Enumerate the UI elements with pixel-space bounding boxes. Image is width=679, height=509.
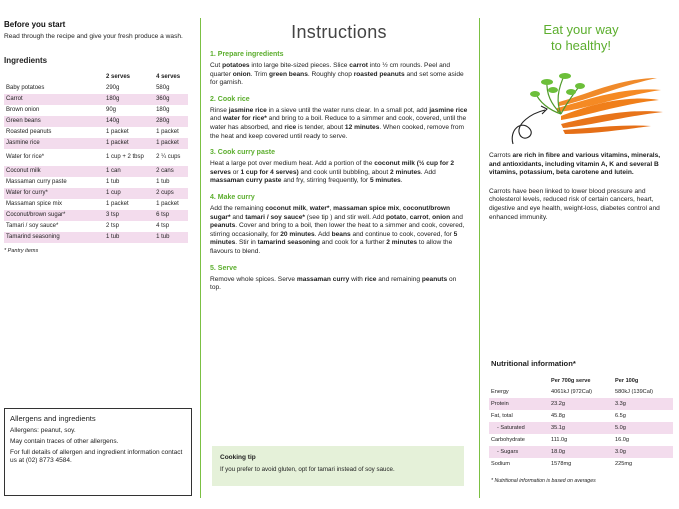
table-cell: 1 can	[104, 166, 154, 177]
table-cell: 180g	[156, 107, 170, 113]
table-cell: Sodium	[491, 461, 510, 467]
bold-text: massaman curry	[296, 275, 350, 283]
table-cell: 280g	[154, 116, 188, 127]
bold-text: massaman curry paste	[210, 177, 282, 185]
table-row	[4, 232, 188, 243]
table-cell: - Saturated	[489, 422, 549, 434]
table-row	[4, 116, 188, 127]
bold-text: jasmine rice	[429, 106, 468, 114]
step-text	[210, 107, 468, 141]
step-4	[210, 194, 468, 257]
table-cell: Jasmine rice	[4, 138, 104, 149]
table-row	[4, 149, 188, 166]
table-cell: 1 packet	[106, 129, 129, 135]
table-cell: 16.0g	[615, 437, 629, 443]
text-segment: on top.	[210, 275, 457, 292]
step-heading: 5. Serve	[210, 264, 237, 272]
bold-text: tamarind seasoning	[257, 239, 320, 247]
header-cell: Per 700g serve	[551, 377, 591, 384]
step-heading: 1. Prepare ingredients	[210, 51, 284, 58]
header-cell	[4, 71, 104, 83]
bold-text: 12 minutes	[344, 123, 380, 131]
allergen-line: Allergens: peanut, soy.	[10, 427, 76, 434]
table-cell: 1 tub	[156, 179, 170, 185]
text-segment: and	[210, 115, 223, 123]
table-row	[4, 177, 188, 188]
table-cell: 3.3g	[613, 398, 673, 410]
step-heading: 3. Cook curry paste	[210, 149, 275, 157]
text-segment: into ½ cm rounds. Peel and quarter	[210, 62, 451, 78]
text-segment: is tender, about	[296, 123, 345, 131]
table-cell: Water for curry*	[4, 188, 104, 199]
header-cell: 2 serves	[106, 73, 131, 80]
bold-text: are rich in fibre and various vitamins, minerals, and antioxidants, including vitamin A, K and several B vitamins, potassium, beta carotene and lutein.	[489, 152, 661, 177]
table-cell: 1 packet	[154, 138, 188, 149]
allergen-line: May contain traces of other allergens.	[10, 438, 119, 445]
table-cell: 1 cup	[104, 188, 154, 199]
table-cell: 580g	[156, 85, 170, 91]
table-row	[489, 422, 673, 434]
table-cell: 360g	[154, 94, 188, 105]
bold-text: coconut milk	[265, 204, 307, 212]
ingredients-title: Ingredients	[4, 55, 48, 65]
bold-text: tamari / soy sauce*	[245, 213, 305, 221]
text-segment: . Stir in	[235, 239, 258, 247]
bold-text: onion	[232, 70, 251, 78]
table-cell: 1 packet	[104, 138, 154, 149]
table-cell: 90g	[106, 107, 117, 113]
bold-text: rice	[284, 123, 297, 131]
text-segment: in a sieve until the water runs clear. In a small pot, add	[266, 106, 430, 114]
text-segment: . When cooked, remove from the heat and keep covered until ready to serve.	[210, 123, 465, 140]
table-row	[4, 105, 188, 116]
table-cell: 1 cup + 2 tbsp	[106, 154, 144, 160]
table-row	[4, 127, 188, 138]
text-segment: Add the remaining	[210, 204, 266, 212]
text-segment: and fry, stirring frequently, for	[281, 177, 370, 185]
text-segment: . Cover and bring to a boil, then lower the heat to a simmer and cook, covered, stirring occasionally, for	[210, 222, 465, 238]
table-cell: Massaman spice mix	[6, 201, 63, 207]
table-cell: 18.0g	[549, 446, 613, 458]
carrot-paragraph	[489, 152, 673, 178]
table-cell: 580kJ (139Cal)	[615, 389, 653, 395]
table-cell: 2 tsp	[106, 223, 120, 229]
tip-text: If you prefer to avoid gluten, opt for tamari instead of soy sauce.	[220, 466, 395, 473]
bold-text: 2 minutes	[386, 239, 418, 247]
table-cell: 6 tsp	[154, 210, 188, 221]
bold-text: carrot	[349, 62, 368, 69]
health-heading-line: to healthy!	[551, 38, 611, 53]
bold-text: onion	[432, 213, 451, 221]
table-cell: Coconut milk	[4, 166, 104, 177]
text-segment: into large bite-sized pieces. Slice	[249, 62, 350, 69]
before-text: Read through the recipe and give your fresh produce a wash.	[4, 33, 183, 40]
step-2	[210, 96, 468, 141]
table-cell: 1 tub	[104, 232, 154, 243]
table-cell: Water for rice*	[6, 154, 45, 160]
text-segment: . Add	[314, 230, 332, 238]
text-segment: . Roughly chop	[307, 70, 354, 78]
bold-text: potatoes	[222, 62, 250, 69]
table-row	[489, 458, 673, 470]
carrot-benefits-paragraph: Carrots have been linked to lower blood pressure and cholesterol levels, reduced risk of certain cancers, heart, digestive and eye health, weight-loss, diabetes control and enhanced immunity.	[489, 187, 660, 221]
cooking-tip-box	[212, 446, 464, 486]
text-segment: and set some aside for garnish.	[210, 70, 464, 87]
bold-text: water*	[309, 204, 330, 212]
text-segment: and bring to a boil. Reduce to a simmer and cook, covered, until the water has absorbed, and	[210, 115, 467, 131]
column-divider	[200, 18, 201, 498]
bold-text: potato	[385, 213, 407, 221]
bold-text: jasmine rice	[228, 106, 267, 114]
table-cell: 35.1g	[549, 422, 613, 434]
header-cell: Per 100g	[615, 377, 639, 384]
ingredients-header-row	[4, 71, 188, 83]
nutrition-title: Nutritional information*	[491, 359, 576, 368]
table-cell: Green beans	[4, 116, 104, 127]
text-segment: and cook for a further	[319, 239, 387, 247]
table-cell: 23.2g	[549, 398, 613, 410]
text-segment: with	[349, 275, 365, 283]
nutrition-header-row	[489, 375, 673, 386]
table-row	[489, 398, 673, 410]
table-row	[4, 210, 188, 221]
table-cell: 2 cans	[154, 166, 188, 177]
bold-text: beans	[331, 230, 351, 238]
table-cell: 290g	[106, 85, 120, 91]
table-cell: 1 packet	[156, 129, 179, 135]
table-cell: 140g	[104, 116, 154, 127]
text-segment: or	[230, 168, 241, 176]
health-heading	[489, 22, 673, 54]
table-cell: Carbohydrate	[491, 437, 525, 443]
text-segment: ,	[399, 204, 403, 212]
table-cell: Roasted peanuts	[6, 129, 52, 135]
table-cell: 1 tub	[106, 179, 120, 185]
table-row	[4, 188, 188, 199]
bold-text: 5 minutes	[210, 230, 458, 247]
text-segment: Cut	[210, 62, 223, 69]
table-cell: Tamari / soy sauce*	[6, 223, 59, 229]
text-segment: and continue to cook, covered, for	[350, 230, 454, 238]
table-row	[4, 138, 188, 149]
bold-text: 20 minutes	[280, 230, 315, 238]
text-segment: Rinse	[210, 106, 229, 114]
table-cell: 3 tsp	[104, 210, 154, 221]
bold-text: 5 minutes	[369, 177, 401, 185]
table-row	[4, 83, 188, 94]
table-cell: Tamarind seasoning	[4, 232, 104, 243]
text-segment: . Add	[420, 168, 436, 176]
table-cell: Baby potatoes	[6, 85, 45, 91]
text-segment: and	[450, 213, 463, 221]
table-cell: Energy	[491, 389, 509, 395]
table-cell: Coconut/brown sugar*	[4, 210, 104, 221]
table-cell: 6.5g	[615, 413, 626, 419]
table-cell: 1 packet	[106, 201, 129, 207]
step-text	[210, 276, 468, 293]
instructions-title: Instructions	[291, 22, 387, 42]
before-title: Before you start	[4, 20, 66, 29]
health-column	[483, 0, 679, 509]
text-segment: and cook until bubbling, about	[298, 168, 391, 176]
table-cell: 4061kJ (972Cal)	[551, 389, 593, 395]
table-row	[489, 446, 673, 458]
table-cell: 2 cups	[154, 188, 188, 199]
table-row	[4, 166, 188, 177]
text-segment: and remaining	[376, 275, 422, 283]
bold-text: roasted peanuts	[353, 70, 405, 78]
bold-text: water for rice*	[222, 115, 267, 123]
step-text	[210, 205, 468, 257]
table-cell: Fat, total	[491, 413, 513, 419]
text-segment: ,	[306, 204, 310, 212]
step-heading: 2. Cook rice	[210, 95, 250, 103]
text-segment: Heat a large pot over medium heat. Add a portion of the	[210, 160, 375, 168]
pantry-note: * Pantry items	[4, 247, 39, 254]
nutrition-note: * Nutritional information is based on averages	[491, 478, 596, 484]
table-cell: Massaman curry paste	[6, 179, 67, 185]
text-segment: and	[230, 213, 246, 221]
table-cell: 1 tub	[154, 232, 188, 243]
bold-text: green beans	[269, 70, 308, 78]
table-cell: 180g	[104, 94, 154, 105]
step-heading: 4. Make curry	[210, 193, 255, 201]
allergen-line: For full details of allergen and ingredient information contact us at (02) 8773 4584.	[10, 449, 183, 464]
ingredients-table	[4, 71, 188, 243]
text-segment: ,	[406, 213, 410, 221]
table-cell: - Sugars	[489, 446, 549, 458]
header-cell: 4 serves	[156, 73, 181, 80]
table-cell: 111.0g	[551, 437, 568, 443]
carrot-illustration	[491, 64, 671, 148]
table-cell: 5.0g	[613, 422, 673, 434]
text-segment: (see tip ) and stir well. Add	[304, 213, 386, 221]
tip-title: Cooking tip	[220, 454, 256, 461]
step-1	[210, 51, 468, 88]
text-segment: .	[400, 177, 403, 185]
bold-text: 1 cup for 4 serves)	[240, 168, 299, 176]
bold-text: peanuts	[210, 222, 236, 230]
table-cell: Carrot	[4, 94, 104, 105]
table-cell: Brown onion	[6, 107, 40, 113]
table-row	[489, 386, 673, 398]
bold-text: coconut/brown sugar*	[210, 204, 451, 221]
bold-text: carrot	[409, 213, 429, 221]
table-cell: 1578mg	[551, 461, 572, 467]
table-cell: 3.0g	[613, 446, 673, 458]
text-segment: Remove whole spices. Serve	[210, 275, 297, 283]
table-cell: 2 ¼ cups	[156, 154, 181, 160]
allergen-box	[4, 408, 192, 496]
health-heading-line: Eat your way	[543, 22, 619, 37]
table-cell: Protein	[489, 398, 549, 410]
step-3	[210, 149, 468, 186]
text-segment: Carrots	[489, 152, 511, 159]
table-row	[4, 199, 188, 210]
step-text	[210, 62, 468, 88]
text-segment: ,	[428, 213, 433, 221]
table-row	[489, 434, 673, 446]
text-segment: to allow the flavours to blend.	[210, 239, 453, 255]
step-text	[210, 160, 468, 186]
column-divider	[479, 18, 480, 498]
allergen-title: Allergens and ingredients	[10, 414, 96, 423]
table-row	[4, 221, 188, 232]
bold-text: peanuts	[421, 275, 448, 283]
bold-text: rice	[364, 275, 377, 283]
table-cell: 225mg	[615, 461, 633, 467]
bold-text: coconut milk (½ cup for 2 serves	[210, 160, 455, 176]
table-cell: 1 packet	[156, 201, 179, 207]
step-5	[210, 265, 468, 293]
table-cell: 45.8g	[551, 413, 565, 419]
header-cell	[489, 375, 549, 386]
bold-text: massaman spice mix	[333, 204, 400, 212]
bold-text: 2 minutes	[390, 168, 421, 176]
table-cell: 4 tsp	[156, 223, 170, 229]
table-row	[489, 410, 673, 422]
text-segment: ,	[329, 204, 334, 212]
table-row	[4, 94, 188, 105]
nutrition-table	[489, 375, 673, 470]
text-segment: . Trim	[250, 70, 270, 78]
instructions-column	[204, 0, 474, 509]
